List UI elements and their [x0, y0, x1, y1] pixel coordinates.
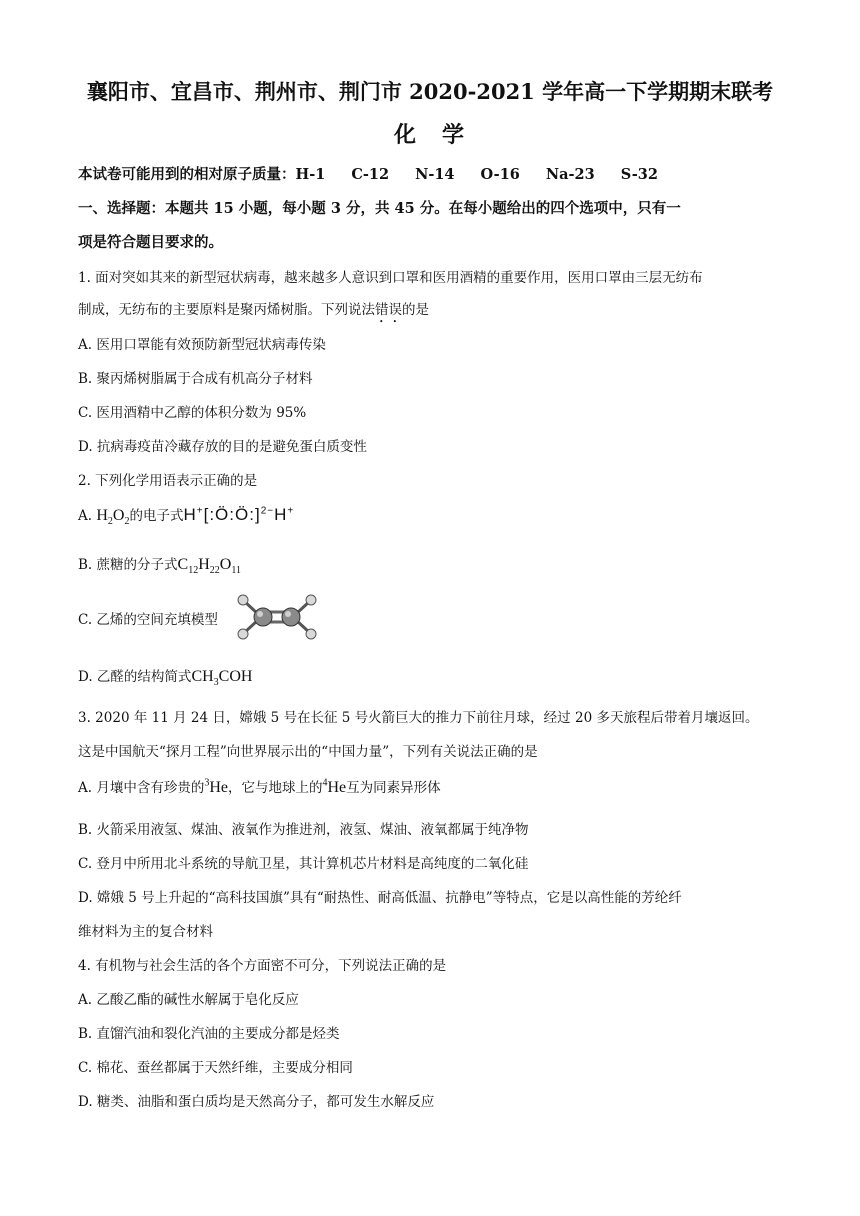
- section-heading-line2: 项是符合题目要求的。: [78, 234, 223, 251]
- q3-option-c: C. 登月中所用北斗系统的导航卫星，其计算机芯片材料是高纯度的二氧化硅: [78, 856, 529, 872]
- q1-emphasis-word: 错误: [375, 302, 402, 318]
- q3-option-d-line1: D. 嫦娥 5 号上升起的“高科技国旗”具有“耐热性、耐高低温、抗静电”等特点，它是以高性能的芳纶纤: [78, 890, 682, 906]
- atomic-mass-n: N-14: [415, 166, 455, 183]
- q4-option-b: B. 直馏汽油和裂化汽油的主要成分都是烃类: [78, 1026, 340, 1042]
- q2-option-c: [78, 608, 218, 628]
- q4-option-c: C. 棉花、蚕丝都属于天然纤维，主要成分相同: [78, 1060, 353, 1076]
- q2-option-c-text: C. 乙烯的空间充填模型: [78, 612, 218, 628]
- q3-option-d-line2: 维材料为主的复合材料: [78, 924, 213, 940]
- q3-option-a-mid: ，它与地球上的: [228, 780, 323, 796]
- q4-option-d: D. 糖类、油脂和蛋白质均是天然高分子，都可发生水解反应: [78, 1094, 435, 1110]
- q2-option-b: [78, 553, 241, 576]
- q1-stem-line1: 1. 面对突如其来的新型冠状病毒，越来越多人意识到口罩和医用酒精的重要作用，医用口罩由三层无纺布: [78, 270, 703, 286]
- q3-option-a-post: 互为同素异形体: [346, 780, 441, 796]
- exam-title: 襄阳市、宜昌市、荆州市、荆门市 2020-2021 学年高一下学期期末联考: [86, 79, 774, 104]
- atomic-mass-c: C-12: [351, 166, 390, 183]
- q2-stem: 2. 下列化学用语表示正确的是: [78, 473, 258, 489]
- atomic-mass-o: O-16: [480, 166, 520, 183]
- subject-title: 化 学: [393, 122, 466, 148]
- q2-option-b-text: B. 蔗糖的分子式: [78, 557, 178, 573]
- atomic-mass-line: [78, 163, 658, 184]
- q4-stem: 4. 有机物与社会生活的各个方面密不可分，下列说法正确的是: [78, 958, 447, 974]
- ethylene-space-filling-model: [236, 594, 322, 640]
- q3-option-b: B. 火箭采用液氢、煤油、液氧作为推进剂，液氢、煤油、液氧都属于纯净物: [78, 822, 529, 838]
- q1-option-d: D. 抗病毒疫苗冷藏存放的目的是避免蛋白质变性: [78, 439, 367, 455]
- sucrose-formula: $C_{12}H_{22}O_{11}$: [177, 556, 241, 577]
- q3-option-a-pre: A. 月壤中含有珍贵的: [78, 780, 205, 796]
- section-heading-line1: 一、选择题：本题共 15 小题，每小题 3 分，共 45 分。在每小题给出的四个选项中，只有一: [78, 200, 681, 217]
- q3-option-a: [78, 776, 441, 797]
- q4-option-a: A. 乙酸乙酯的碱性水解属于皂化反应: [78, 992, 299, 1008]
- q1-stem-line2: [78, 298, 429, 326]
- q2-option-a-text: 的电子式: [129, 508, 184, 524]
- q3-stem-line2: 这是中国航天“探月工程”向世界展示出的“中国力量”，下列有关说法正确的是: [78, 744, 538, 760]
- h2o2-formula: $H_2O_2$: [96, 507, 130, 528]
- acetaldehyde-formula: $CH_3COH$: [191, 668, 253, 689]
- q2-option-d: [78, 665, 252, 688]
- q1-option-b: B. 聚丙烯树脂属于合成有机高分子材料: [78, 371, 313, 387]
- q1-option-c: C. 医用酒精中乙醇的体积分数为 95%: [78, 405, 307, 421]
- h2o2-electron-formula: H+[:Ö:Ö:]$^{2-}$H+: [183, 505, 295, 524]
- q1-stem-pre: 制成，无纺布的主要原料是聚丙烯树脂。下列说法: [78, 302, 375, 318]
- atomic-mass-label: 本试卷可能用到的相对原子质量：: [78, 166, 296, 183]
- helium-3-symbol: $^3$He: [204, 777, 228, 796]
- atomic-mass-h: H-1: [295, 166, 326, 183]
- q1-stem-post: 的是: [402, 302, 429, 318]
- q3-stem-line1: 3. 2020 年 11 月 24 日，嫦娥 5 号在长征 5 号火箭巨大的推力下前往月球，经过 20 多天旅程后带着月壤返回。: [78, 710, 759, 726]
- helium-4-symbol: $^4$He: [322, 777, 347, 796]
- q2-option-a-label: A.: [78, 508, 93, 524]
- q1-option-a: A. 医用口罩能有效预防新型冠状病毒传染: [78, 337, 326, 353]
- q2-option-a: [78, 504, 294, 527]
- q2-option-d-text: D. 乙醛的结构简式: [78, 669, 192, 685]
- atomic-mass-na: Na-23: [545, 166, 595, 183]
- atomic-mass-s: S-32: [620, 166, 658, 183]
